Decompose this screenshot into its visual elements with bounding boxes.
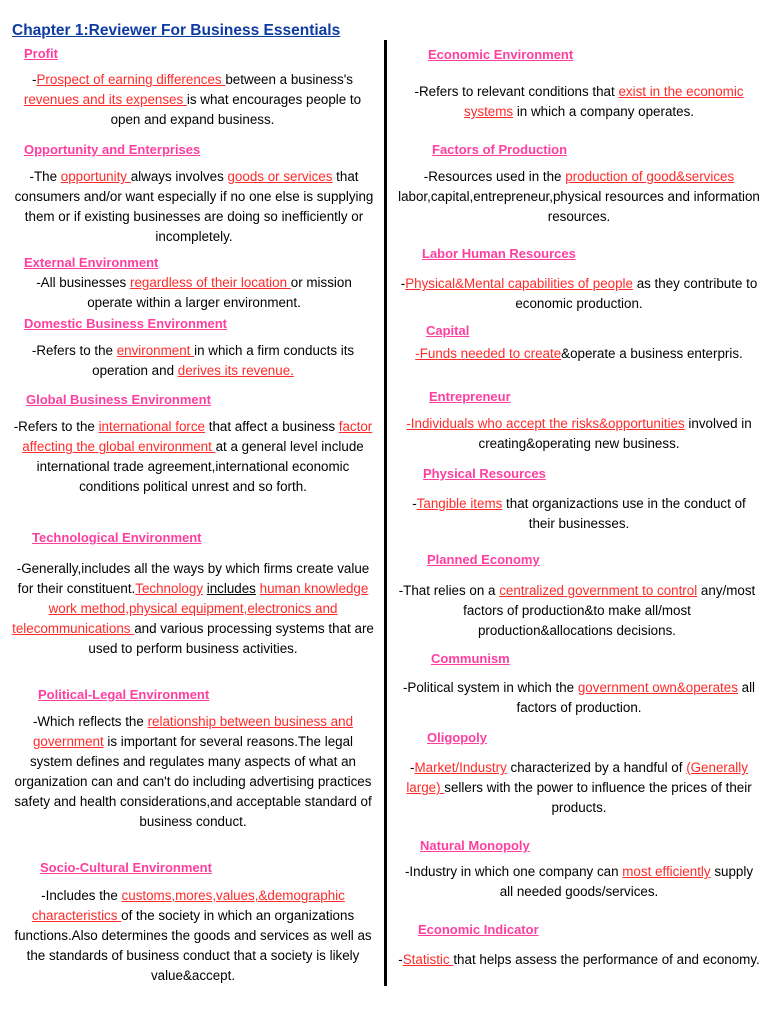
body-text: sellers with the power to influence the prices of their products.	[444, 780, 752, 815]
section-body-factors	[398, 167, 760, 227]
highlighted-term: centralized government to control	[499, 583, 698, 598]
section-body-indicator	[398, 950, 760, 970]
section-body-opportunity	[14, 167, 374, 247]
highlighted-term: (Generally large)	[406, 760, 748, 795]
body-text: or mission operate within a larger environment.	[87, 275, 352, 310]
section-heading-labor: Labor Human Resources	[422, 246, 576, 261]
highlighted-term: Physical&Mental capabilities of people	[405, 276, 633, 291]
highlighted-term: -Individuals who accept the risks&opportunities	[406, 416, 685, 431]
section-heading-external: External Environment	[24, 255, 159, 270]
column-divider	[384, 40, 387, 986]
body-text: -	[410, 760, 415, 775]
body-text: -All businesses	[36, 275, 130, 290]
underlined-term: includes	[206, 581, 256, 596]
highlighted-term: most efficiently	[622, 864, 711, 879]
section-body-socio	[12, 886, 374, 986]
section-body-domestic	[12, 341, 374, 381]
highlighted-term: -Funds needed to create	[415, 346, 562, 361]
section-heading-natural: Natural Monopoly	[420, 838, 530, 853]
body-text: characterized by a handful of	[506, 760, 687, 775]
section-heading-oligopoly: Oligopoly	[427, 730, 487, 745]
section-body-labor	[398, 274, 760, 314]
body-text: -	[400, 276, 406, 291]
section-heading-communism: Communism	[431, 651, 510, 666]
highlighted-term: environment	[116, 343, 195, 358]
section-heading-entrepreneur: Entrepreneur	[429, 389, 511, 404]
highlighted-term: Prospect of earning differences	[36, 72, 226, 87]
body-text: and various processing systems that are used to perform business activities.	[88, 621, 374, 656]
body-text: -Includes the	[41, 888, 122, 903]
highlighted-term: opportunity	[60, 169, 131, 184]
section-body-planned	[394, 581, 760, 641]
highlighted-term: production of good&services	[565, 169, 735, 184]
section-heading-planned: Planned Economy	[427, 552, 540, 567]
section-body-global	[12, 417, 374, 497]
body-text: labor,capital,entrepreneur,physical resources and information resources.	[398, 189, 760, 224]
section-body-capital	[398, 344, 760, 364]
highlighted-term: Market/Industry	[414, 760, 507, 775]
body-text: is what encourages people to open and expand business.	[110, 92, 362, 127]
body-text: any/most factors of production&to make all/most production&allocations decisions.	[463, 583, 756, 638]
highlighted-term: regardless of their location	[129, 275, 291, 290]
body-text: between a business's	[225, 72, 353, 87]
body-text: -	[412, 496, 417, 511]
body-text: supply all needed goods/services.	[499, 864, 754, 899]
section-body-external	[14, 273, 374, 313]
body-text: in which a company operates.	[513, 104, 694, 119]
section-heading-socio: Socio-Cultural Environment	[40, 860, 212, 875]
body-text: -	[32, 72, 37, 87]
section-heading-domestic: Domestic Business Environment	[24, 316, 227, 331]
highlighted-term: customs,mores,values,&demographic characteristics	[31, 888, 345, 923]
highlighted-term: revenues and its expenses	[23, 92, 187, 107]
body-text: as they contribute to economic production.	[515, 276, 758, 311]
section-body-profit	[10, 70, 375, 130]
highlighted-term: international force	[98, 419, 206, 434]
body-text: involved in creating&operating new business.	[478, 416, 752, 451]
section-body-entrepreneur	[398, 414, 760, 454]
section-body-oligopoly	[398, 758, 760, 818]
section-body-physical	[398, 494, 760, 534]
body-text: always involves	[130, 169, 228, 184]
body-text: -Industry in which one company can	[404, 864, 623, 879]
body-text: -Resources used in the	[423, 169, 566, 184]
section-body-technological	[12, 559, 374, 659]
body-text: at a general level include international trade agreement,international economic conditions political unrest and so forth.	[36, 439, 364, 494]
highlighted-term: human knowledge work method,physical equipment,electronics and telecommunications	[12, 581, 369, 636]
body-text: -Which reflects the	[32, 714, 148, 729]
body-text: all factors of production.	[516, 680, 756, 715]
highlighted-term: Tangible items	[416, 496, 503, 511]
highlighted-term: derives its revenue.	[177, 363, 294, 378]
body-text: -Refers to the	[31, 343, 117, 358]
highlighted-term: exist in the economic systems	[464, 84, 744, 119]
body-text: -Refers to the	[13, 419, 99, 434]
highlighted-term: goods or services	[227, 169, 333, 184]
body-text: is important for several reasons.The legal system defines and regulates many aspects of what an organization can and can't do including advertising practices safety and health considerations,and acceptable standard of business conduct.	[14, 734, 372, 829]
body-text: that affect a business	[205, 419, 339, 434]
highlighted-term: Technology	[135, 581, 204, 596]
body-text: of the society in which an organizations functions.Also determines the goods and services as well as the standards of business conduct that a society is likely value&accept.	[14, 908, 372, 983]
highlighted-term: Statistic	[402, 952, 454, 967]
body-text: -The	[29, 169, 61, 184]
body-text: in which a firm conducts its operation and	[92, 343, 355, 378]
body-text: -	[398, 952, 403, 967]
section-heading-capital: Capital	[426, 323, 470, 338]
section-heading-opportunity: Opportunity and Enterprises	[24, 142, 201, 157]
section-body-economic	[398, 82, 760, 122]
section-heading-political: Political-Legal Environment	[38, 687, 210, 702]
section-heading-physical: Physical Resources	[423, 466, 546, 481]
body-text: -That relies on a	[398, 583, 500, 598]
highlighted-term: relationship between business and government	[32, 714, 354, 749]
section-body-natural	[398, 862, 760, 902]
section-heading-profit: Profit	[24, 46, 58, 61]
body-text: that organizactions use in the conduct of their businesses.	[502, 496, 746, 531]
body-text: that consumers and/or want especially if no one else is supplying them or if existing businesses are doing so inefficiently or incompletely.	[14, 169, 374, 244]
section-heading-technological: Technological Environment	[32, 530, 202, 545]
body-text: -Generally,includes all the ways by which firms create value for their constituent.	[16, 561, 370, 596]
body-text: that helps assess the performance of and economy.	[453, 952, 760, 967]
highlighted-term: government own&operates	[577, 680, 738, 695]
section-heading-factors: Factors of Production	[432, 142, 568, 157]
section-heading-indicator: Economic Indicator	[418, 922, 539, 937]
body-text: -Refers to relevant conditions that	[414, 84, 619, 99]
section-body-communism	[398, 678, 760, 718]
highlighted-term: factor affecting the global environment	[22, 419, 373, 454]
page-title: Chapter 1:Reviewer For Business Essentials	[12, 22, 341, 39]
body-text: -Political system in which the	[402, 680, 578, 695]
body-text: &operate a business enterpris.	[561, 346, 743, 361]
section-heading-global: Global Business Environment	[26, 392, 211, 407]
section-heading-economic: Economic Environment	[428, 47, 574, 62]
section-body-political	[12, 712, 374, 832]
